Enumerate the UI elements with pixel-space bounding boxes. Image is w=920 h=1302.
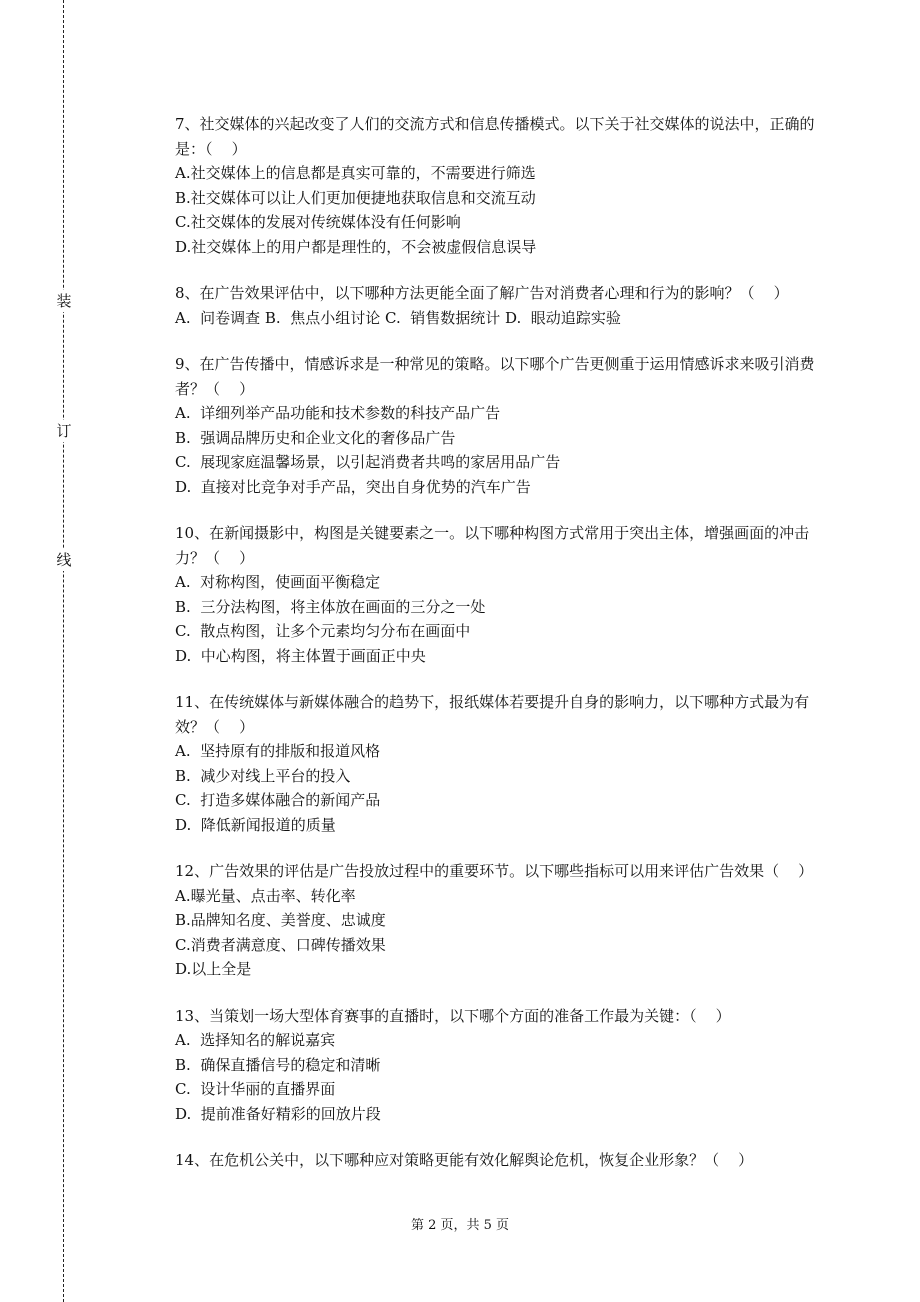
question-option: B. 确保直播信号的稳定和清晰 [175,1055,381,1074]
question-item [175,859,815,982]
question-item [175,690,815,837]
question-option: D. 提前准备好精彩的回放片段 [175,1104,381,1123]
question-option: B. 减少对线上平台的投入 [175,766,351,785]
question-option: D.以上全是 [175,960,252,978]
question-option: C. 设计华丽的直播界面 [175,1080,336,1098]
question-item [175,521,815,668]
binding-dashed-line [63,0,64,1302]
question-item [175,112,815,259]
question-option: A. 选择知名的解说嘉宾 [175,1031,336,1049]
question-stem: 10、在新闻摄影中，构图是关键要素之一。以下哪种构图方式常用于突出主体，增强画面的冲击力？（ ） [175,524,810,567]
question-option: B.社交媒体可以让人们更加便捷地获取信息和交流互动 [175,188,536,207]
question-stem: 12、广告效果的评估是广告投放过程中的重要环节。以下哪些指标可以用来评估广告效果（ ） [175,862,814,880]
question-option: A.曝光量、点击率、转化率 [175,886,356,905]
question-option: A. 坚持原有的排版和报道风格 [175,742,381,760]
binding-char-ding: 订 [56,422,72,440]
question-option: C.消费者满意度、口碑传播效果 [175,935,386,954]
question-option: D. 中心构图，将主体置于画面正中央 [175,646,426,665]
question-option: A. 详细列举产品功能和技术参数的科技产品广告 [175,404,501,422]
page-footer: 第 2 页，共 5 页 [410,1218,510,1233]
binding-char-xian: 线 [56,551,72,569]
question-stem: 14、在危机公关中，以下哪种应对策略更能有效化解舆论危机，恢复企业形象？（ ） [175,1151,754,1169]
question-stem: 7、社交媒体的兴起改变了人们的交流方式和信息传播模式。以下关于社交媒体的说法中，正确的是：（ ） [175,115,815,158]
question-option: C.社交媒体的发展对传统媒体没有任何影响 [175,213,461,231]
question-option: D. 直接对比竞争对手产品，突出自身优势的汽车广告 [175,477,531,496]
question-list [175,112,815,1195]
question-option: B. 三分法构图，将主体放在画面的三分之一处 [175,597,486,616]
question-option: A. 对称构图，使画面平衡稳定 [175,573,381,591]
question-stem: 13、当策划一场大型体育赛事的直播时，以下哪个方面的准备工作最为关键：（ ） [175,1006,731,1025]
question-item [175,1004,815,1127]
question-option: C. 散点构图，让多个元素均匀分布在画面中 [175,622,471,640]
question-option: B.品牌知名度、美誉度、忠诚度 [175,911,386,929]
question-stem: 8、在广告效果评估中，以下哪种方法更能全面了解广告对消费者心理和行为的影响？（ ） [175,284,789,302]
question-option: A. 问卷调查 B. 焦点小组讨论 C. 销售数据统计 D. 眼动追踪实验 [175,308,621,327]
question-option: D. 降低新闻报道的质量 [175,815,336,834]
question-option: A.社交媒体上的信息都是真实可靠的，不需要进行筛选 [175,164,536,182]
question-item [175,281,815,330]
question-item [175,352,815,499]
binding-char-zhuang: 装 [56,292,72,310]
question-option: D.社交媒体上的用户都是理性的，不会被虚假信息误导 [175,237,537,256]
question-option: C. 打造多媒体融合的新闻产品 [175,791,381,809]
question-option: B. 强调品牌历史和企业文化的奢侈品广告 [175,428,456,447]
question-item [175,1148,815,1173]
question-stem: 11、在传统媒体与新媒体融合的趋势下，报纸媒体若要提升自身的影响力，以下哪种方式最为有效？（ ） [175,693,810,736]
question-option: C. 展现家庭温馨场景，以引起消费者共鸣的家居用品广告 [175,453,561,471]
question-stem: 9、在广告传播中，情感诉求是一种常见的策略。以下哪个广告更侧重于运用情感诉求来吸引消费者？（ ） [175,355,815,398]
